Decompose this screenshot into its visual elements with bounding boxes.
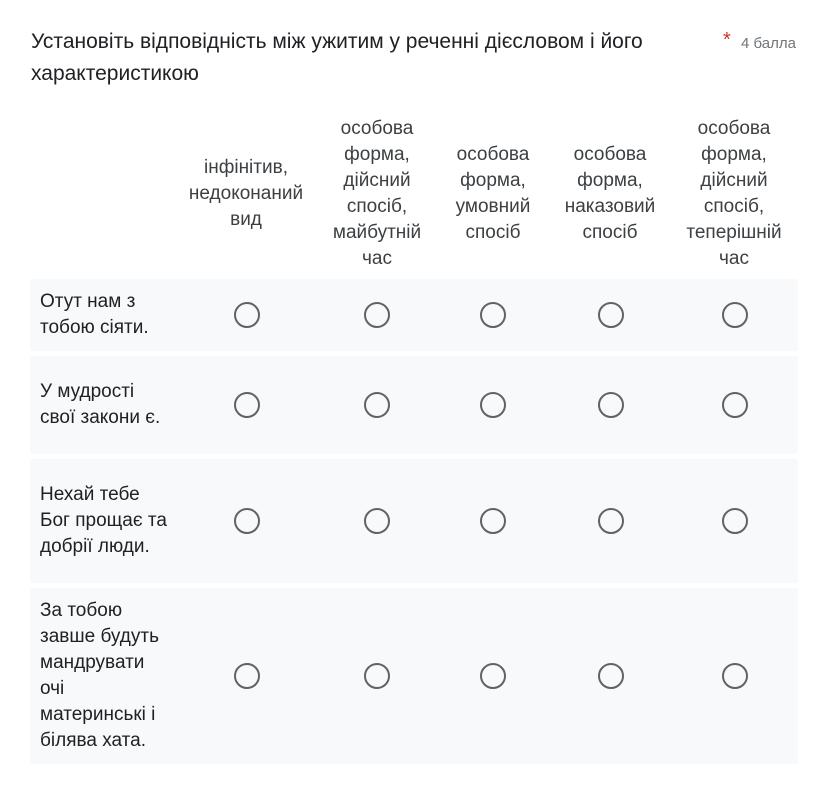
radio-button[interactable] bbox=[480, 302, 506, 328]
grid-row bbox=[30, 356, 798, 454]
radio-button[interactable] bbox=[364, 663, 390, 689]
question-title: Установіть відповідність між ужитим у реченні дієсловом і його характеристикою bbox=[31, 30, 643, 85]
row-label: За тобою завше будуть мандрувати очі материнські і білява хата. bbox=[40, 600, 159, 751]
radio-button[interactable] bbox=[234, 392, 260, 418]
radio-button[interactable] bbox=[364, 508, 390, 534]
choice-grid bbox=[30, 114, 798, 764]
radio-button[interactable] bbox=[722, 508, 748, 534]
column-header-indicative-future: особова форма, дійсний спосіб, майбутній час bbox=[332, 118, 422, 269]
radio-button[interactable] bbox=[364, 392, 390, 418]
radio-button[interactable] bbox=[364, 302, 390, 328]
radio-button[interactable] bbox=[598, 508, 624, 534]
grid-row bbox=[30, 279, 798, 351]
radio-button[interactable] bbox=[722, 392, 748, 418]
row-label: У мудрості свої закони є. bbox=[40, 381, 161, 428]
column-header-infinitive: інфінітив, недоконаний вид bbox=[188, 157, 304, 230]
grid-header-row bbox=[30, 114, 798, 274]
radio-button[interactable] bbox=[234, 302, 260, 328]
radio-button[interactable] bbox=[598, 302, 624, 328]
column-header-conditional: особова форма, умовний спосіб bbox=[455, 144, 531, 243]
grid-row bbox=[30, 588, 798, 764]
radio-button[interactable] bbox=[598, 392, 624, 418]
radio-button[interactable] bbox=[480, 392, 506, 418]
radio-button[interactable] bbox=[722, 302, 748, 328]
radio-button[interactable] bbox=[234, 663, 260, 689]
column-header-imperative: особова форма, наказовий спосіб bbox=[564, 144, 656, 243]
required-star: * bbox=[723, 29, 731, 51]
column-header-indicative-present: особова форма, дійсний спосіб, теперішній час bbox=[686, 118, 782, 269]
row-label: Отут нам з тобою сіяти. bbox=[40, 291, 149, 338]
row-label: Нехай тебе Бог прощає та добрії люди. bbox=[40, 484, 167, 557]
radio-button[interactable] bbox=[722, 663, 748, 689]
radio-button[interactable] bbox=[598, 663, 624, 689]
points-label: 4 балла bbox=[741, 35, 796, 52]
radio-button[interactable] bbox=[480, 508, 506, 534]
radio-button[interactable] bbox=[234, 508, 260, 534]
radio-button[interactable] bbox=[480, 663, 506, 689]
grid-row bbox=[30, 459, 798, 583]
